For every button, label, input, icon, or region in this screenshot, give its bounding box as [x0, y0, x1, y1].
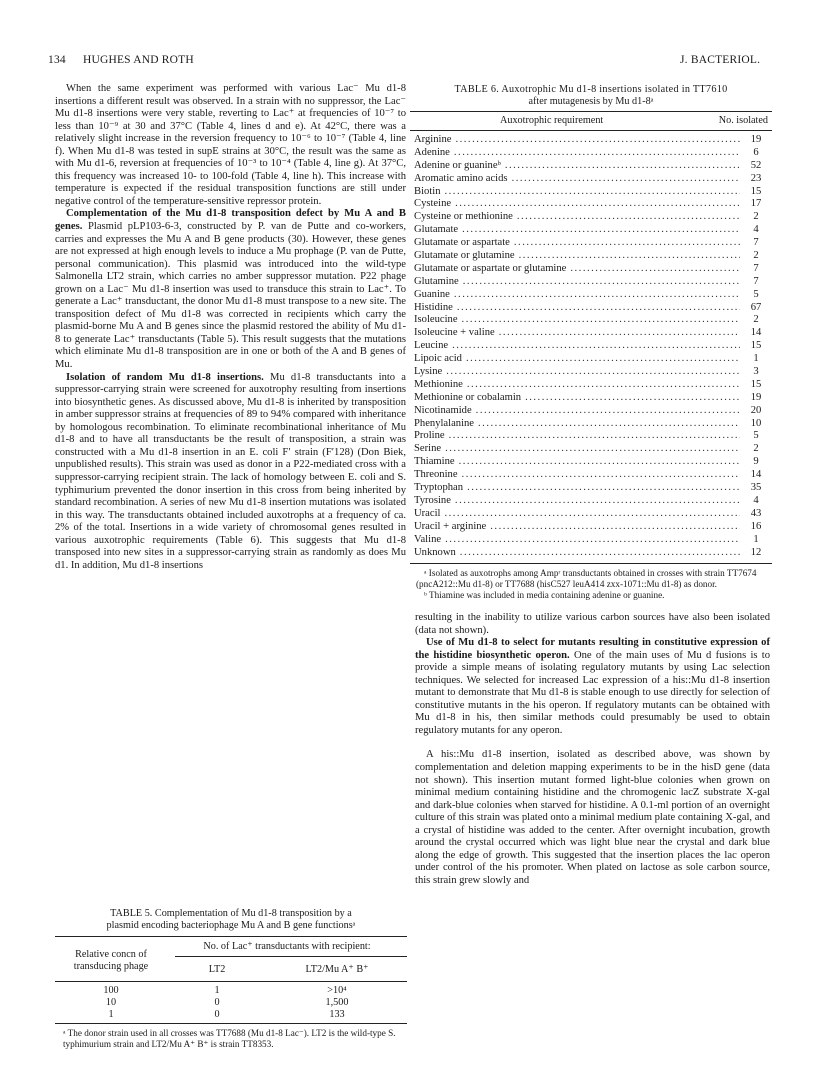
phage-concn: 100	[103, 985, 119, 996]
table-6-footnotes	[410, 568, 772, 601]
table-5-col-lt2: LT2	[208, 963, 226, 975]
leader-dots	[445, 534, 740, 545]
isolated-count: 17	[750, 198, 762, 210]
table-6-caption-line-2: after mutagenesis by Mu d1-8ᵃ	[528, 96, 654, 107]
isolated-count: 5	[753, 430, 759, 442]
paragraph-complementation-body: Plasmid pLP103-6-3, constructed by P. van de Putte and co-workers, carries and expresses the Mu A and B gene products (30). However, these genes are not expressed at high enough levels to induce a Mu prophage (P. van de Putte, personal communication). This plasmid was introduced into the wild-type Salmonella LT2 strain, which carries no amber suppressor mutation. P22 phage grown on a Lac⁻ Mu d1-8 insertion was used to transduce this strain to Lac⁺. To generate a Lac⁺ transductant, the donor Mu d1-8 must transpose to a new site. The transposition defect of Mu d1-8 was corrected in recipients which carry the plasmid-borne Mu A and B genes since the plasmid restored the ability of Mu d1-8 to generate Lac⁺ transductants (Table 5). This result suggests that the mutations which eliminate Mu d1-8 transposition are in one or both of the A and B genes of Mu.	[55, 221, 406, 371]
leader-dots	[525, 392, 740, 403]
isolated-count: 1	[753, 533, 759, 545]
table-6-row	[410, 366, 772, 379]
table-6	[410, 84, 772, 601]
isolated-count: 15	[750, 185, 762, 197]
isolated-count: 9	[753, 456, 759, 468]
leader-dots	[570, 263, 740, 274]
isolated-count: 14	[750, 327, 762, 339]
table-6-col-requirement: Auxotrophic requirement	[500, 115, 604, 126]
isolated-count: 5	[753, 288, 759, 300]
isolated-count: 52	[750, 159, 762, 171]
isolated-count: 2	[753, 314, 759, 326]
table-6-row	[410, 160, 772, 173]
table-6-row	[410, 534, 772, 547]
isolated-count: 35	[750, 482, 762, 494]
isolated-count: 4	[753, 224, 759, 236]
isolated-count: 7	[753, 275, 759, 287]
isolated-count: 4	[753, 494, 759, 506]
requirement-name: Uracil	[414, 507, 441, 519]
requirement-name: Cysteine	[414, 198, 452, 210]
table-6-row	[410, 224, 772, 237]
requirement-name: Methionine	[414, 378, 463, 390]
lt2-count: 1	[214, 985, 220, 996]
table-6-row	[410, 289, 772, 302]
isolated-count: 15	[750, 340, 762, 352]
table-6-row	[410, 443, 772, 456]
leader-dots	[452, 340, 740, 351]
leader-dots	[519, 250, 740, 261]
leader-dots	[454, 289, 740, 300]
table-6-row	[410, 340, 772, 353]
leader-dots	[476, 405, 740, 416]
table-5-col-plasmid: LT2/Mu A⁺ B⁺	[305, 963, 369, 975]
table-6-row	[410, 314, 772, 327]
table-6-row	[410, 173, 772, 186]
section-heading-isolation: Isolation of random Mu d1-8 insertions.	[66, 371, 264, 383]
isolated-count: 14	[750, 469, 762, 481]
isolated-count: 43	[750, 507, 762, 519]
phage-concn: 1	[108, 1009, 114, 1020]
lt2-count: 0	[214, 1009, 220, 1020]
table-5-footnote: ᵃ The donor strain used in all crosses was TT7688 (Mu d1-8 Lac⁻). LT2 is the wild-type S. typhimurium strain and LT2/Mu A⁺ B⁺ is strain TT8353.	[63, 1028, 396, 1049]
leader-dots	[490, 521, 740, 532]
isolated-count: 15	[750, 378, 762, 390]
table-5-col-concn: Relative concn of transducing phage	[73, 949, 149, 972]
table-6-row	[410, 147, 772, 160]
section-heading-complementation: Complementation of the Mu d1-8 transposition defect by Mu A and B genes.	[55, 208, 406, 233]
table-5-bottom-rule	[55, 1023, 407, 1024]
paragraph-carbon-sources: resulting in the inability to utilize various carbon sources have also been isolated (data not shown).	[415, 612, 770, 636]
leader-dots	[499, 327, 740, 338]
requirement-name: Lipoic acid	[414, 353, 462, 365]
plasmid-count: 133	[329, 1009, 345, 1020]
table-6-row	[410, 430, 772, 443]
isolated-count: 6	[753, 146, 759, 158]
requirement-name: Phenylalanine	[414, 417, 475, 429]
requirement-name: Lysine	[414, 366, 443, 378]
left-column	[55, 83, 406, 572]
table-6-row	[410, 250, 772, 263]
paragraph-reversion: When the same experiment was performed with various Lac⁻ Mu d1-8 insertions a different result was observed. In a strain with no suppressor, the Lac⁻ Mu d1-8 insertions were very stable, reverting to Lac⁺ at frequencies of 10⁻⁷ to less than 10⁻⁹ at 30 and 37°C (Table 4, lines d and e). At 42°C, there was a relatively slight increase in the reversion frequency to 10⁻⁶ to 10⁻⁷ (Table 4, line f). When Mu d1-8 was tested in supE strains at 30°C, the result was the same as with Mu d1-6, reversion at frequencies of 10⁻³ to 10⁻⁴ (Table 4, line g). At 37°C, this frequency was increased 10- to 100-fold (Table 4, line h). This increase with temperature is expected if the residual transposition functions are still under negative control of the temperature-sensitive repressor protein.	[55, 83, 406, 207]
section-heading-constitutive: Use of Mu d1-8 to select for mutants resulting in constitutive expression of the histidine biosynthetic operon.	[415, 637, 770, 661]
table-6-header-rule	[410, 130, 772, 131]
table-6-row	[410, 547, 772, 560]
leader-dots	[463, 276, 740, 287]
table-6-row	[410, 186, 772, 199]
isolated-count: 16	[750, 520, 762, 532]
table-6-row	[410, 134, 772, 147]
requirement-name: Glutamate	[414, 224, 459, 236]
running-journal: J. BACTERIOL.	[680, 54, 761, 66]
table-6-row	[410, 211, 772, 224]
isolated-count: 7	[753, 262, 759, 274]
requirement-name: Isoleucine	[414, 314, 458, 326]
leader-dots	[517, 211, 740, 222]
isolated-count: 23	[750, 172, 762, 184]
leader-dots	[467, 482, 740, 493]
running-authors: HUGHES AND ROTH	[82, 54, 194, 66]
paragraph-isolation-body: Mu d1-8 transductants into a suppressor-carrying strain were screened for auxotrophy resulting from insertions into biosynthetic genes. As discussed above, Mu d1-8 is inherited by transposition in amber suppressor strains at frequencies of 89 to 94% compared with inheritance by homologous recombination. To eliminate recombinational inheritance of Mu d1-8 and to have all transductants be the result of transposition, a strain was constructed with a Mu d1-8 insertion in an E. coli F′ strain (F′128) (Don Biek, unpublished results). This strain was used as donor in a P22-mediated cross with a suppressor-carrying recipient strain. The lack of homology between E. coli and S. typhimurium prevented the donor insertion in this cross from being inherited by standard recombination. A series of new Mu d1-8 insertion mutations was isolated in this way. The transductants obtained included auxotrophs at a frequency of ca. 2% of the total. Insertions in a wide variety of chromosomal genes resulted in various auxotrophic requirements (Table 6). This suggests that Mu d1-8 transposed into new sites in a suppressor-carrying strain as randomly as does Mu d1. In addition, Mu d1-8 insertions	[55, 371, 406, 571]
paragraph-isolation	[55, 372, 406, 573]
requirement-name: Adenine or guanineᵇ	[414, 159, 501, 171]
leader-dots	[512, 173, 740, 184]
table-5-grid	[55, 937, 407, 1024]
requirement-name: Glutamate or glutamine	[414, 250, 515, 262]
table-6-row	[410, 418, 772, 431]
table-6-caption-line-1: TABLE 6. Auxotrophic Mu d1-8 insertions isolated in TT7610	[454, 84, 728, 95]
leader-dots	[459, 456, 740, 467]
requirement-name: Nicotinamide	[414, 404, 472, 416]
table-6-row	[410, 327, 772, 340]
table-6-row	[410, 521, 772, 534]
table-5-row	[55, 997, 407, 1009]
leader-dots	[478, 418, 740, 429]
leader-dots	[444, 508, 740, 519]
requirement-name: Isoleucine + valine	[414, 327, 495, 339]
leader-dots	[505, 160, 740, 171]
isolated-count: 7	[753, 237, 759, 249]
plasmid-count: >10⁴	[327, 985, 347, 996]
table-6-row	[410, 495, 772, 508]
page-number: 134	[48, 54, 66, 66]
leader-dots	[455, 495, 740, 506]
leader-dots	[455, 134, 740, 145]
requirement-name: Leucine	[414, 340, 449, 352]
requirement-name: Glutamine	[414, 275, 459, 287]
isolated-count: 10	[750, 417, 762, 429]
table-5-caption-line-1: TABLE 5. Complementation of Mu d1-8 transposition by a	[110, 908, 352, 919]
requirement-name: Arginine	[414, 134, 452, 145]
table-6-row	[410, 353, 772, 366]
leader-dots	[462, 469, 740, 480]
requirement-name: Biotin	[414, 185, 441, 197]
requirement-name: Glutamate or aspartate or glutamine	[414, 262, 567, 274]
table-5-body	[55, 982, 407, 1023]
requirement-name: Methionine or cobalamin	[414, 391, 522, 403]
isolated-count: 3	[753, 366, 759, 378]
leader-dots	[462, 224, 740, 235]
table-6-row	[410, 456, 772, 469]
requirement-name: Serine	[414, 443, 442, 455]
phage-concn: 10	[105, 997, 117, 1008]
requirement-name: Guanine	[414, 288, 450, 300]
isolated-count: 19	[750, 134, 762, 145]
requirement-name: Threonine	[414, 469, 458, 481]
isolated-count: 20	[750, 404, 762, 416]
isolated-count: 19	[750, 391, 762, 403]
isolated-count: 2	[753, 211, 759, 223]
table-5-caption	[55, 908, 407, 932]
requirement-name: Histidine	[414, 301, 453, 313]
table-6-row	[410, 302, 772, 315]
requirement-name: Aromatic amino acids	[414, 172, 508, 184]
isolated-count: 1	[753, 353, 759, 365]
requirement-name: Adenine	[414, 146, 450, 158]
table-5-row	[55, 985, 407, 997]
leader-dots	[446, 366, 740, 377]
requirement-name: Uracil + arginine	[414, 520, 487, 532]
table-6-row	[410, 237, 772, 250]
requirement-name: Valine	[414, 533, 442, 545]
leader-dots	[445, 186, 741, 197]
isolated-count: 12	[750, 546, 762, 558]
requirement-name: Cysteine or methionine	[414, 211, 513, 223]
requirement-name: Unknown	[414, 546, 456, 558]
requirement-name: Tyrosine	[414, 494, 451, 506]
leader-dots	[466, 353, 740, 364]
leader-dots	[462, 314, 740, 325]
table-5-row	[55, 1009, 407, 1021]
table-6-row	[410, 198, 772, 211]
table-6-bottom-rule	[410, 563, 772, 564]
table-5	[55, 908, 407, 1050]
leader-dots	[457, 302, 740, 313]
running-header-left	[48, 54, 194, 66]
paragraph-constitutive-body: One of the main uses of Mu d fusions is to provide a simple means of isolating regulatory mutants by using Lac selection techniques. We selected for increased Lac expression of a his::Mu d1-8 insertion mutant to demonstrate that Mu d1-8 is stable enough to use directly for selection of constitutive mutants in the his operon. If regulatory mutants can be obtained with Mu d1-8 in his, then similar methods could presumably be used to obtain regulatory mutants for any operon.	[415, 649, 770, 736]
table-5-header-row	[55, 949, 407, 981]
table-6-row	[410, 379, 772, 392]
requirement-name: Thiamine	[414, 456, 455, 468]
table-6-row	[410, 469, 772, 482]
table-6-row	[410, 508, 772, 521]
table-6-row	[410, 405, 772, 418]
leader-dots	[454, 147, 740, 158]
requirement-name: Glutamate or aspartate	[414, 237, 510, 249]
isolated-count: 2	[753, 250, 759, 262]
table-6-body	[410, 134, 772, 559]
leader-dots	[460, 547, 740, 558]
table-6-footnote-b: ᵇ Thiamine was included in media containing adenine or guanine.	[424, 590, 665, 601]
table-6-row	[410, 263, 772, 276]
lt2-count: 0	[214, 997, 220, 1008]
table-6-footnote-a: ᵃ Isolated as auxotrophs among Ampʳ transductants obtained in crosses with strain TT7674 (pncA212::Mu d1-8) or TT7688 (hisC527 leuA414 zxx-1071::Mu d1-8) as donor.	[416, 568, 757, 590]
plasmid-count: 1,500	[325, 997, 349, 1008]
table-6-col-count: No. isolated	[718, 115, 768, 126]
table-6-caption	[410, 84, 772, 108]
isolated-count: 67	[750, 301, 762, 313]
paragraph-constitutive	[415, 637, 770, 737]
table-6-row	[410, 276, 772, 289]
paragraph-hisD: A his::Mu d1-8 insertion, isolated as described above, was shown by complementation and deletion mapping experiments to be in the hisD gene (data not shown). This insertion mutant formed light-blue colonies when grown on minimal medium containing histidine and the chromogenic lacZ substrate X-gal and dark-blue colonies when starved for histidine. A 0.1-ml portion of an overnight culture of this strain was plated onto a minimal medium plate containing X-gal, and a crystal of histidine was added to the center. After overnight incubation, growth around the crystal occurred which was light blue near the crystal and dark blue along the edge of growth. This suggested that the insertion places the lac operon under control of the his promoter. When plated on lactose as sole carbon source, this strain grew slowly and	[415, 749, 770, 886]
table-6-row	[410, 482, 772, 495]
isolated-count: 2	[753, 443, 759, 455]
leader-dots	[445, 443, 740, 454]
table-6-row	[410, 392, 772, 405]
table-6-header-row	[410, 112, 772, 130]
table-5-caption-line-2: plasmid encoding bacteriophage Mu A and B gene functionsᵃ	[106, 920, 356, 931]
right-column	[415, 612, 770, 887]
requirement-name: Proline	[414, 430, 445, 442]
requirement-name: Tryptophan	[414, 482, 464, 494]
leader-dots	[449, 430, 740, 441]
leader-dots	[455, 198, 740, 209]
leader-dots	[514, 237, 740, 248]
table-5-spanner: No. of Lac⁺ transductants with recipient:	[203, 941, 371, 952]
paragraph-complementation	[55, 208, 406, 371]
leader-dots	[467, 379, 740, 390]
